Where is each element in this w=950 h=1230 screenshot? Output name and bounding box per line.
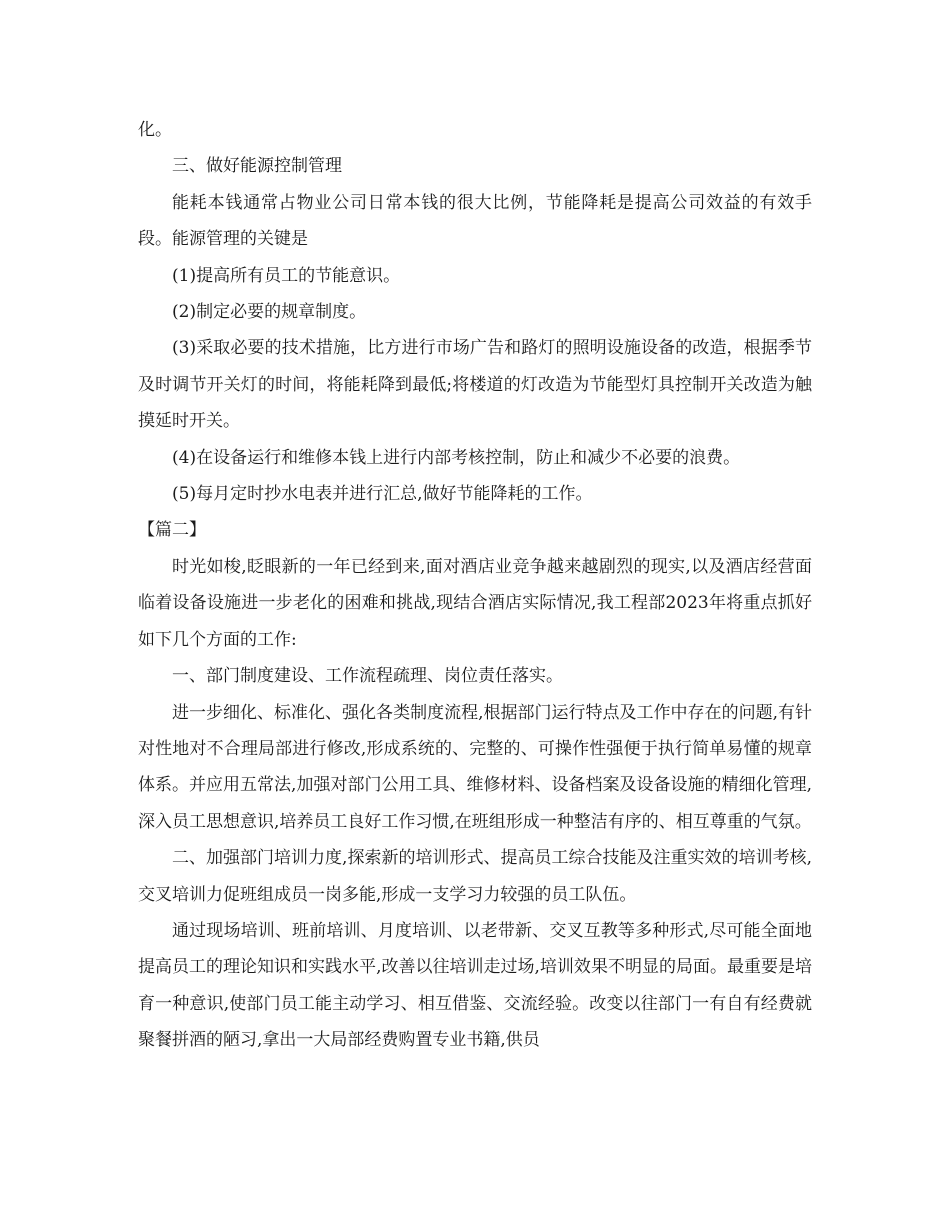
paragraph: (2)制定必要的规章制度。 xyxy=(172,302,367,323)
document-body xyxy=(138,112,812,1059)
paragraph: (3)采取必要的技术措施，比方进行市场广告和路灯的照明设施设备的改造，根据季节及时调节开关灯的时间，将能耗降到最低;将楼道的灯改造为节能型灯具控制开关改造为触摸延时开关。 xyxy=(138,338,812,432)
paragraph: 化。 xyxy=(138,120,172,140)
paragraph: (4)在设备运行和维修本钱上进行内部考核控制，防止和减少不必要的浪费。 xyxy=(172,447,741,468)
paragraph: 时光如梭,眨眼新的一年已经到来,面对酒店业竞争越来越剧烈的现实,以及酒店经营面临着设备设施进一步老化的困难和挑战,现结合酒店实际情况,我工程部2023年将重点抓好如下几个方面的工作: xyxy=(138,556,812,650)
paragraph: 通过现场培训、班前培训、月度培训、以老带新、交叉互教等多种形式,尽可能全面地提高员工的理论知识和实践水平,改善以往培训走过场,培训效果不明显的局面。最重要是培育一种意识,使部门员工能主动学习、相互借鉴、交流经验。改变以往部门一有自有经费就聚餐拼酒的陋习,拿出一大局部经费购置专业书籍,供员 xyxy=(138,920,812,1051)
paragraph: 进一步细化、标准化、强化各类制度流程,根据部门运行特点及工作中存在的问题,有针对性地对不合理局部进行修改,形成系统的、完整的、可操作性强便于执行简单易懂的规章体系。并应用五常法,加强对部门公用工具、维修材料、设备档案及设备设施的精细化管理,深入员工思想意识,培养员工良好工作习惯,在班组形成一种整洁有序的、相互尊重的气氛。 xyxy=(138,702,812,832)
paragraph: (1)提高所有员工的节能意识。 xyxy=(172,265,401,286)
paragraph: 【篇二】 xyxy=(138,520,206,541)
paragraph: 二、加强部门培训力度,探索新的培训形式、提高员工综合技能及注重实效的培训考核,交叉培训力促班组成员一岗多能,形成一支学习力较强的员工队伍。 xyxy=(138,848,812,905)
paragraph: 一、部门制度建设、工作流程疏理、岗位责任落实。 xyxy=(172,666,563,687)
paragraph: (5)每月定时抄水电表并进行汇总,做好节能降耗的工作。 xyxy=(172,484,593,505)
paragraph: 三、做好能源控制管理 xyxy=(172,156,342,177)
paragraph: 能耗本钱通常占物业公司日常本钱的很大比例，节能降耗是提高公司效益的有效手段。能源管理的关键是 xyxy=(138,192,812,250)
